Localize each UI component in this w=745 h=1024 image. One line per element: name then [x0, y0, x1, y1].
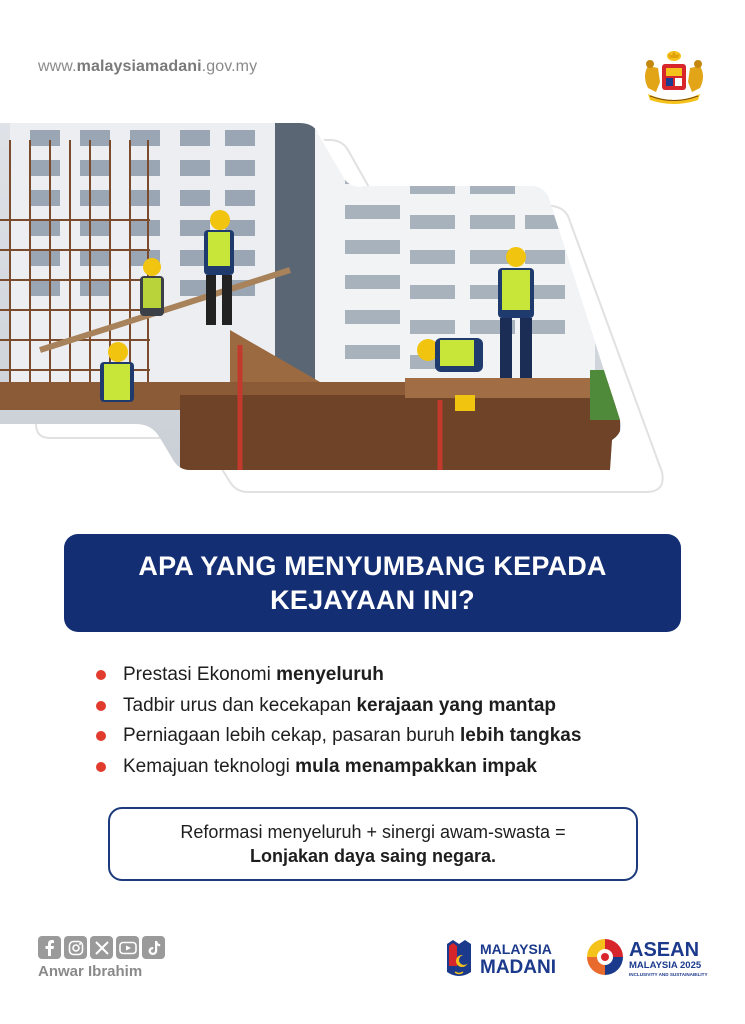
asean-malaysia-2025-logo — [585, 932, 709, 982]
bullet-dot-icon — [96, 762, 106, 772]
headline-title: APA YANG MENYUMBANG KEPADA KEJAYAAN INI? — [138, 551, 607, 615]
list-item: Prestasi Ekonomi menyeluruh — [96, 660, 696, 691]
bullet-dot-icon — [96, 670, 106, 680]
malaysia-madani-logo — [444, 934, 566, 980]
list-item: Tadbir urus dan kecekapan kerajaan yang mantap — [96, 691, 696, 722]
construction-workers-photo-icon — [0, 120, 745, 505]
malaysia-coat-of-arms-icon — [640, 50, 708, 106]
social-icons — [38, 936, 165, 959]
bullet-list — [96, 660, 696, 782]
instagram-icon[interactable] — [64, 936, 87, 959]
bullet-dot-icon — [96, 701, 106, 711]
list-item: Kemajuan teknologi mula menampakkan impak — [96, 752, 696, 783]
summary-line-1: Reformasi menyeluruh + sinergi awam-swasta = — [180, 822, 566, 842]
website-url[interactable]: www.malaysiamadani.gov.my — [38, 58, 258, 75]
svg-text:MALAYSIA 2025: MALAYSIA 2025 — [629, 960, 702, 971]
hero-photo — [0, 120, 745, 505]
tiktok-icon[interactable] — [142, 936, 165, 959]
bullet-dot-icon — [96, 731, 106, 741]
youtube-icon[interactable] — [116, 936, 139, 959]
x-icon[interactable] — [90, 936, 113, 959]
summary-box — [108, 807, 638, 881]
svg-text:MALAYSIA: MALAYSIA — [480, 941, 552, 957]
svg-text:MADANI: MADANI — [480, 957, 556, 978]
social-account-name: Anwar Ibrahim — [38, 963, 143, 980]
summary-line-2: Lonjakan daya saing negara. — [249, 846, 497, 866]
facebook-icon[interactable] — [38, 936, 61, 959]
svg-text:INCLUSIVITY AND SUSTAINABILITY: INCLUSIVITY AND SUSTAINABILITY — [629, 972, 708, 977]
headline-banner — [64, 534, 681, 632]
list-item: Perniagaan lebih cekap, pasaran buruh lebih tangkas — [96, 721, 696, 752]
svg-text:ASEAN: ASEAN — [629, 939, 700, 961]
